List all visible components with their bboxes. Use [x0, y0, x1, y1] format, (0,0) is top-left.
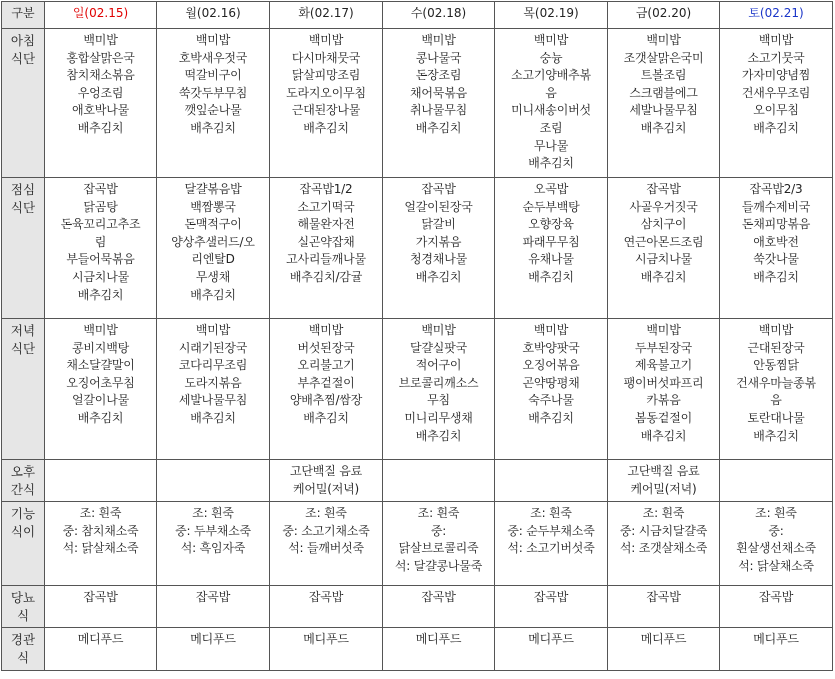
menu-cell: [608, 178, 720, 319]
menu-item: 연근아몬드조림: [623, 234, 704, 249]
menu-item: 달걀실팟국: [410, 340, 467, 355]
menu-item: 돈육꼬리고추조: [60, 217, 141, 232]
menu-item: 석: 소고기버섯죽: [507, 541, 595, 556]
row-label-line: 저녁: [10, 323, 36, 338]
menu-item: 잡곡밥: [421, 590, 456, 605]
menu-cell: [45, 319, 157, 460]
menu-item: 조: 흰죽: [192, 506, 234, 521]
menu-item: 팽이버섯파프리: [623, 375, 704, 390]
menu-item: 석: 달걀콩나물죽: [394, 558, 483, 573]
menu-cell: [270, 319, 383, 460]
menu-cell: [495, 319, 608, 460]
menu-item: 잡곡밥: [421, 182, 456, 196]
menu-item: 떡갈비구이: [184, 68, 242, 83]
menu-item: 세발나물무침: [629, 103, 698, 118]
menu-item: 잡곡밥1/2: [299, 182, 353, 196]
menu-item: 백미밥: [421, 33, 456, 47]
menu-item: 잡곡밥: [83, 182, 118, 196]
menu-cell: [383, 586, 495, 628]
menu-item: 리엔탈D: [191, 252, 235, 267]
menu-item: 우엉조림: [77, 85, 124, 100]
menu-item: 트볼조림: [640, 68, 687, 83]
menu-item: 홍합살맑은국: [66, 50, 135, 65]
menu-item: 순두부백탕: [522, 199, 580, 214]
meal-row: [2, 29, 833, 178]
menu-item: 조갯살맑은국미: [623, 50, 704, 65]
menu-item: 잡곡밥: [83, 590, 118, 605]
day-header: 금(02.20): [608, 2, 720, 29]
menu-cell: [383, 502, 495, 586]
menu-item: 조림: [539, 120, 563, 135]
menu-item: 배추김치: [640, 269, 687, 284]
weekly-menu-table: [1, 1, 833, 671]
menu-cell: [157, 319, 270, 460]
menu-item: 중: 순두부채소죽: [507, 523, 595, 538]
menu-item: 배추김치: [77, 410, 124, 425]
menu-item: 소고기뭇국: [747, 50, 805, 65]
menu-cell: [157, 628, 270, 670]
menu-item: 고사리들깨나물: [286, 252, 366, 267]
menu-cell: [608, 628, 720, 670]
row-label: [2, 628, 45, 670]
menu-item: 메디푸드: [190, 632, 236, 647]
menu-item: 배추김치: [77, 287, 124, 302]
row-label: [2, 178, 45, 319]
row-label-line: 당뇨: [10, 590, 36, 606]
header-row: [2, 2, 833, 29]
menu-item: 사골우거짓국: [629, 199, 698, 214]
menu-item: 얼갈이나물: [72, 393, 129, 408]
menu-item: 해물완자전: [297, 217, 355, 232]
menu-item: 백미밥: [758, 33, 794, 47]
menu-cell: [720, 29, 833, 178]
menu-item: 양배추찜/쌈장: [289, 393, 363, 408]
row-label: [2, 460, 45, 502]
menu-cell: [157, 586, 270, 628]
menu-item: 부추겉절이: [297, 375, 355, 390]
menu-item: 조: 흰죽: [755, 506, 797, 521]
corner-header: 구분: [2, 2, 45, 29]
menu-item: 백미밥: [83, 33, 118, 47]
day-header: 화(02.17): [270, 2, 383, 29]
menu-cell: [383, 29, 495, 178]
menu-item: 들깨수제비국: [741, 199, 811, 214]
row-label: [2, 319, 45, 460]
menu-cell: [495, 628, 608, 670]
menu-cell: [157, 502, 270, 586]
menu-item: 쑥갓나물: [753, 252, 799, 267]
menu-cell: [45, 460, 157, 502]
menu-cell: [157, 29, 270, 178]
meal-row: [2, 178, 833, 319]
menu-cell: [270, 502, 383, 586]
menu-item: 조: 흰죽: [417, 506, 460, 521]
menu-item: 가자미양념찜: [741, 68, 811, 83]
meal-row: [2, 502, 833, 586]
menu-item: 제육불고기: [635, 358, 692, 373]
menu-cell: [495, 460, 608, 502]
menu-item: 배추김치: [303, 120, 349, 135]
menu-item: 시래기된장국: [178, 340, 248, 355]
menu-item: 세발나물무침: [178, 393, 248, 408]
day-header: 토(02.21): [720, 2, 833, 29]
menu-cell: [383, 319, 495, 460]
menu-cell: [720, 586, 833, 628]
menu-item: 닭살피망조림: [291, 68, 361, 83]
menu-item: 깻잎순나물: [184, 103, 242, 118]
row-label-line: 식단: [10, 199, 36, 215]
row-label-line: 기능: [10, 506, 36, 522]
menu-item: 흰살생선채소죽: [736, 541, 816, 556]
menu-item: 백짬뽕국: [190, 199, 236, 214]
menu-item: 오이무침: [753, 103, 799, 118]
menu-item: 콩나물국: [415, 50, 462, 65]
menu-item: 메디푸드: [415, 632, 462, 647]
menu-cell: [45, 586, 157, 628]
menu-item: 돈채피망볶음: [741, 217, 811, 232]
menu-item: 적어구이: [415, 358, 462, 373]
row-label-line: 식단: [10, 340, 36, 356]
menu-item: 도라지오이무침: [286, 85, 366, 100]
row-label-line: 식: [16, 649, 30, 665]
menu-item: 음: [545, 85, 557, 100]
menu-cell: [383, 460, 495, 502]
menu-item: 숭늉: [539, 50, 563, 65]
menu-item: 닭곰탕: [83, 199, 118, 214]
menu-item: 백미밥: [308, 323, 344, 337]
menu-item: 메디푸드: [303, 632, 349, 647]
day-header: 수(02.18): [383, 2, 495, 29]
row-label-line: 경관: [10, 632, 36, 648]
menu-item: 안동찜닭: [753, 358, 799, 373]
meal-row: [2, 460, 833, 502]
menu-item: 카볶음: [646, 393, 681, 408]
menu-item: 배추김치: [528, 156, 574, 171]
menu-item: 호박새우젓국: [178, 50, 248, 65]
menu-item: 코다리무조림: [178, 358, 248, 373]
menu-item: 닭갈비: [421, 217, 456, 232]
menu-item: 배추김치: [190, 410, 236, 425]
menu-cell: [495, 502, 608, 586]
menu-item: 배추김치: [640, 120, 687, 135]
meal-row: [2, 628, 833, 670]
row-label-line: 오후: [10, 464, 36, 479]
menu-item: 고단백질 음료: [627, 464, 700, 478]
meal-row: [2, 586, 833, 628]
menu-item: 중:: [430, 523, 447, 538]
menu-cell: [270, 178, 383, 319]
day-header: 목(02.19): [495, 2, 608, 29]
menu-item: 브로콜리깨소스: [398, 375, 479, 390]
menu-cell: [608, 319, 720, 460]
menu-item: 중: 소고기채소죽: [282, 523, 370, 538]
menu-item: 실곤약잡채: [297, 234, 355, 249]
menu-item: 메디푸드: [528, 632, 574, 647]
menu-item: 채소달걀말이: [66, 358, 135, 373]
menu-item: 유채나물: [528, 252, 574, 267]
menu-item: 백미밥: [533, 323, 569, 337]
menu-item: 미니새송이버섯: [511, 103, 591, 118]
row-label-line: 아침: [10, 33, 36, 48]
row-label-line: 식이: [10, 523, 36, 539]
menu-item: 곤약땅평채: [522, 375, 580, 390]
menu-cell: [270, 628, 383, 670]
row-label: [2, 29, 45, 178]
row-label: [2, 586, 45, 628]
menu-item: 조: 흰죽: [530, 506, 572, 521]
menu-item: 배추김치: [640, 428, 687, 443]
menu-item: 석: 흑임자죽: [180, 541, 246, 556]
menu-item: 배추김치: [415, 269, 462, 284]
menu-item: 중:: [768, 523, 784, 538]
menu-cell: [495, 29, 608, 178]
menu-item: 잡곡밥: [308, 590, 344, 605]
menu-item: 배추김치: [753, 269, 799, 284]
menu-item: 림: [94, 234, 107, 249]
menu-item: 백미밥: [195, 33, 231, 47]
menu-item: 오징어초무침: [66, 375, 135, 390]
menu-cell: [608, 502, 720, 586]
menu-item: 석: 닭살채소죽: [738, 558, 814, 573]
menu-item: 석: 들깨버섯죽: [288, 541, 364, 556]
menu-item: 잡곡밥: [646, 590, 681, 605]
menu-cell: [608, 586, 720, 628]
menu-cell: [495, 586, 608, 628]
menu-item: 스크램블에그: [629, 85, 698, 100]
menu-cell: [720, 628, 833, 670]
menu-item: 소고기양배추볶: [511, 68, 591, 83]
menu-item: 배추김치: [190, 287, 236, 302]
menu-item: 석: 조갯살채소죽: [619, 541, 708, 556]
menu-item: 조: 흰죽: [642, 506, 685, 521]
menu-item: 메디푸드: [77, 632, 124, 647]
menu-item: 애호박전: [753, 234, 799, 249]
menu-item: 달걀볶음밥: [184, 182, 242, 196]
menu-item: 케어밀(저녁): [293, 481, 359, 496]
menu-item: 무생채: [195, 269, 231, 284]
menu-cell: [270, 460, 383, 502]
menu-item: 참치채소볶음: [66, 68, 135, 83]
menu-item: 메디푸드: [640, 632, 687, 647]
menu-item: 잡곡밥: [758, 590, 794, 605]
menu-item: 오곡밥: [533, 182, 569, 196]
menu-item: 양상추샐러드/오: [171, 234, 255, 249]
menu-cell: [45, 628, 157, 670]
menu-item: 배추김치: [415, 120, 462, 135]
menu-item: 메디푸드: [753, 632, 799, 647]
menu-cell: [270, 29, 383, 178]
menu-item: 백미밥: [83, 323, 118, 337]
menu-item: 도라지볶음: [184, 375, 242, 390]
menu-item: 시금치나물: [635, 252, 692, 267]
menu-cell: [720, 502, 833, 586]
menu-item: 두부된장국: [635, 340, 692, 355]
menu-item: 백미밥: [533, 33, 569, 47]
menu-item: 조: 흰죽: [79, 506, 122, 521]
menu-cell: [383, 178, 495, 319]
menu-cell: [495, 178, 608, 319]
menu-item: 중: 두부채소죽: [175, 523, 251, 538]
menu-item: 가지볶음: [415, 234, 462, 249]
meal-row: [2, 319, 833, 460]
menu-item: 돈장조림: [415, 68, 462, 83]
menu-item: 중: 시금치달걀죽: [619, 523, 708, 538]
menu-body: [2, 29, 833, 671]
menu-item: 취나물무침: [410, 103, 467, 118]
menu-cell: [45, 29, 157, 178]
menu-item: 채어묵볶음: [410, 85, 467, 100]
menu-item: 봄동겉절이: [635, 410, 692, 425]
menu-cell: [720, 178, 833, 319]
menu-item: 다시마채뭇국: [291, 50, 361, 65]
menu-item: 숙주나물: [528, 393, 574, 408]
menu-cell: [720, 460, 833, 502]
menu-item: 배추김치: [753, 428, 799, 443]
menu-item: 시금치나물: [72, 269, 129, 284]
menu-item: 호박양팟국: [522, 340, 580, 355]
menu-item: 애호박나물: [72, 103, 129, 118]
menu-item: 삼치구이: [640, 217, 687, 232]
menu-item: 잡곡밥: [646, 182, 681, 196]
menu-item: 부들어묵볶음: [66, 252, 135, 267]
menu-item: 소고기떡국: [297, 199, 355, 214]
menu-item: 조: 흰죽: [305, 506, 347, 521]
menu-cell: [45, 178, 157, 319]
menu-item: 잡곡밥: [533, 590, 569, 605]
menu-item: 오향장육: [528, 217, 574, 232]
menu-item: 건새우무조림: [741, 85, 811, 100]
menu-item: 배추김치: [753, 120, 799, 135]
menu-item: 백미밥: [758, 323, 794, 337]
row-label-line: 점심: [10, 182, 36, 197]
menu-cell: [45, 502, 157, 586]
menu-item: 근대된장국: [747, 340, 805, 355]
menu-item: 배추김치/감귤: [289, 269, 363, 284]
menu-item: 돈맥적구이: [184, 217, 242, 232]
menu-item: 토란대나물: [747, 410, 805, 425]
menu-item: 배추김치: [190, 120, 236, 135]
menu-item: 무나물: [533, 138, 569, 153]
menu-item: 케어밀(저녁): [630, 481, 697, 496]
menu-item: 잡곡밥2/3: [749, 182, 803, 196]
menu-cell: [270, 586, 383, 628]
menu-item: 미니리무생채: [404, 410, 473, 425]
menu-item: 백미밥: [421, 323, 456, 337]
menu-item: 배추김치: [303, 410, 349, 425]
menu-cell: [157, 460, 270, 502]
menu-item: 백미밥: [308, 33, 344, 47]
menu-item: 청경채나물: [410, 252, 467, 267]
menu-item: 잡곡밥: [195, 590, 231, 605]
row-label-line: 식단: [10, 50, 36, 66]
day-header: 일(02.15): [45, 2, 157, 29]
menu-item: 오징어볶음: [522, 358, 580, 373]
row-label-line: 간식: [10, 481, 36, 497]
menu-item: 콩비지백탕: [72, 340, 129, 355]
menu-item: 무침: [427, 393, 450, 408]
menu-item: 오리불고기: [297, 358, 355, 373]
menu-item: 건새우마늘종볶: [736, 375, 816, 390]
menu-item: 백미밥: [646, 33, 681, 47]
menu-item: 얼갈이된장국: [404, 199, 473, 214]
menu-item: 배추김치: [528, 269, 574, 284]
menu-item: 중: 참치채소죽: [62, 523, 139, 538]
menu-cell: [608, 460, 720, 502]
menu-item: 파래무무침: [522, 234, 580, 249]
menu-item: 백미밥: [646, 323, 681, 337]
menu-cell: [383, 628, 495, 670]
menu-item: 고단백질 음료: [290, 464, 362, 478]
row-label-line: 식: [16, 607, 30, 623]
menu-cell: [608, 29, 720, 178]
menu-item: 배추김치: [77, 120, 124, 135]
menu-item: 버섯된장국: [297, 340, 355, 355]
menu-cell: [157, 178, 270, 319]
menu-item: 백미밥: [195, 323, 231, 337]
day-header: 월(02.16): [157, 2, 270, 29]
menu-item: 배추김치: [528, 410, 574, 425]
menu-cell: [720, 319, 833, 460]
menu-item: 배추김치: [415, 428, 462, 443]
menu-item: 음: [770, 393, 782, 408]
menu-item: 닭살브로콜리죽: [398, 541, 479, 556]
menu-item: 근대된장나물: [291, 103, 361, 118]
menu-item: 쑥갓두부무침: [178, 85, 248, 100]
menu-item: 석: 닭살채소죽: [62, 541, 139, 556]
row-label: [2, 502, 45, 586]
